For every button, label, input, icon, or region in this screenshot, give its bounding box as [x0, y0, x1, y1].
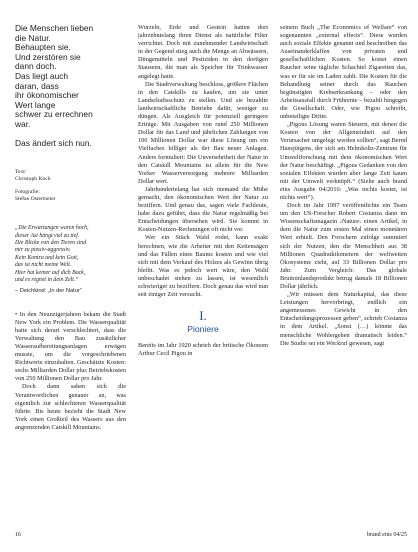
- quote-line: und es regnet in dein Zelt.“: [15, 276, 79, 283]
- intro-line: Behaupten sie.: [15, 42, 71, 53]
- quote-line: Kein Kontra und kein Gott,: [15, 254, 79, 261]
- body-paragraph: Wurzeln, Erde und Gestein hatten dort jahrzehntelang ihren Dienst als natürliche Filter verrichtet. Doch mit zunehmender Landwirtschaft in der Gegend stieg auch die Menge an Abwässern, Düngemitteln und Pestiziden in den dortigen Stauseen, die man als Speicher für Trinkwasser angelegt hatte.: [138, 24, 268, 80]
- body-paragraph: „Wir müssen dem Naturkapital, das diese Leistungen hervorbringt, endlich ein angemessenes Gewicht in den Entscheidungsprozessen geben“, schrieb Costanza in dem Artikel. „Sonst (…) könnte das menschliche Wohlergehen dramatisch leiden.“ Die Studie sei ein Weckruf gewesen, sagt: [280, 291, 407, 347]
- text-credit: [15, 169, 126, 183]
- magazine-issue: brand eins 04/25: [367, 532, 407, 538]
- intro-line: daran, dass: [15, 80, 59, 91]
- text-credit-label: Text:: [15, 169, 27, 176]
- intro-line: Das liegt auch: [15, 70, 69, 81]
- intro-line: Und zerstören sie: [15, 51, 81, 62]
- intro-line: schwer zu errechnen: [15, 109, 93, 120]
- song-quote: [15, 225, 126, 284]
- section-title: Pioniere: [187, 324, 219, 335]
- body-paragraph: Bereits im Jahr 1920 schrieb der britische Ökonom Arthur Cecil Pigou in: [138, 342, 268, 358]
- section-number: I.: [199, 308, 207, 324]
- body-paragraph: • In den Neunzigerjahren bekam die Stadt New York ein Problem. Die Wasserqualität hatte sich derart verschlechtert, dass die Verwaltung den Bau zusätzlicher Wasseraufbereitungsanlagen erwägen musste, um die vorgeschriebenen Richtwerte einzuhalten. Geschätzte Kosten: sechs Milliarden Dollar plus Betriebskosten von 250 Millionen Dollar pro Jahr.: [15, 310, 126, 383]
- intro-line: dann doch.: [15, 61, 57, 72]
- intro-line: war.: [15, 118, 31, 129]
- body-paragraph: Doch dann sahen sich die Verantwortlichen genauer an, was eigentlich zur schlechteren Wasserqualität führte. Bis heute bezieht die Stadt New York einen Großteil des Wassers aus den angrenzenden Catskill Mountains.: [15, 383, 126, 431]
- body-paragraph: Wer ein Stück Wald rodet, kann exakt berechnen, wie die Arbeiter mit den Kettensägen und das Fällen eines Baums kosten und wie viel sich mit dem Verkauf des Holzes als Gewinn übrig bleibt. Was es jedoch wert wäre, den Wald unbeschadet stehen zu lassen, ist wesentlich schwieriger zu beziffern. Doch genau das wird nun seit einiger Zeit versucht.: [138, 234, 268, 299]
- body-paragraph: Die Stadtverwaltung beschloss, größere Flächen in den Catskills zu kaufen, um sie unter Landschaftsschutz zu stellen. Und sie bezahlte landwirtschaftliche Betriebe dafür, weniger zu düngen. Als Ausgleich für potenziell geringere Erträge. Mit Ausgaben von rund 250 Millionen Dollar für das Land und jährlichen Zahlungen von 100 Millionen Dollar war diese Lösung um ein Vielfaches billiger als der Bau neuer Anlagen. Anders formuliert: Die Unversehrtheit der Natur in den Catskill Mountains ist allein für die New Yorker Wasserversorgung mehrere Milliarden Dollar wert.: [138, 80, 268, 185]
- intro-text: [15, 24, 126, 130]
- page-number: 16: [15, 532, 21, 538]
- intro-line: die Natur.: [15, 32, 51, 43]
- quote-line: „Die Erwartungen waren hoch,: [15, 225, 89, 232]
- text-credit-author: Christoph Koch: [15, 176, 51, 183]
- photo-credit-author: Stefan Ostermeier: [15, 196, 56, 203]
- column-1: [15, 24, 126, 531]
- photo-credit-label: Fotografie:: [15, 189, 40, 196]
- photo-credit: [15, 189, 126, 203]
- section-heading: [138, 309, 268, 334]
- column-2: [138, 24, 268, 531]
- quote-line: Die Blicke von den Tieren sind: [15, 239, 87, 246]
- body-paragraph: Jahrhundertelang hat sich niemand die Mühe gemacht, den ökonomischen Wert der Natur zu beziffern. Und genau das, sagen viele Fachleute, habe dazu geführt, dass die Natur regelmäßig bei Entscheidungen übersehen wird. Sie kommt in Kosten-Nutzen-Rechnungen oft nicht vor.: [138, 185, 268, 234]
- quote-line: das ist nicht meine Welt.: [15, 262, 72, 269]
- intro-line: Wert lange: [15, 99, 56, 110]
- body-paragraph: Doch im Jahr 1997 veröffentlichte ein Team um den US-Forscher Robert Costanza dann im Wissenschaftsmagazin ›Nature‹ einen Artikel, in dem die Natur zum ersten Mal einen monetären Wert erhielt. Den Forschern zufolge summiert sich der Nutzen, den die Menschheit aus 38 Millionen Quadratkilometern der weltweiten Ökosysteme zieht, auf 33 Billionen Dollar pro Jahr. Zum Vergleich: Das globale Bruttoinlandsprodukt betrug damals 18 Billionen Dollar jährlich.: [280, 202, 407, 290]
- quote-line: dieser Ast hängt viel zu tief.: [15, 232, 80, 239]
- intro-line: Die Menschen lieben: [15, 24, 94, 33]
- quote-line: mir zu passiv-aggressiv.: [15, 247, 71, 254]
- quote-line: Hier hat keiner auf dich Bock,: [15, 269, 86, 276]
- intro-line: ihr ökonomischer: [15, 90, 79, 101]
- body-paragraph: seinem Buch „The Economics of Welfare“ von sogenannten „external effects“. Diese wurden auch soziale Effekte genannt und beschreiben das Auseinanderklaffen von privaten und gesellschaftlichen Kosten. So kostet einen Raucher seine tägliche Schachtel Zigaretten das, was er für sie im Laden zahlt. Die Kosten für die Behandlung seiner durch das Rauchen begünstigten Krebserkrankung – oder den Arbeitsausfall durch Frührente – bezahlt hingegen die Gesellschaft. Oder, wie Pigou schreibt, unbeteiligte Dritte.: [280, 24, 407, 121]
- quote-source: – Deichkind: „In der Natur“: [15, 288, 82, 295]
- body-paragraph: „Pigous Lösung waren Steuern, mit denen die Kosten von der Allgemeinheit auf den Verursacher umgelegt werden sollten“, sagt Bernd Hansjürgens, der sich am Helmholtz-Zentrum für Umweltforschung mit dem ökonomischen Wert der Natur beschäftigt. „Pigous Gedanken von den sozialen Effekten wurden aber lange Zeit kaum mit der Umwelt verknüpft.“ (Siehe auch brand eins Ausgabe 04/2016: „Was nichts kostet, ist nichts wert“).: [280, 121, 407, 201]
- intro-ending: Das ändert sich nun.: [15, 137, 92, 148]
- column-3: [280, 24, 407, 531]
